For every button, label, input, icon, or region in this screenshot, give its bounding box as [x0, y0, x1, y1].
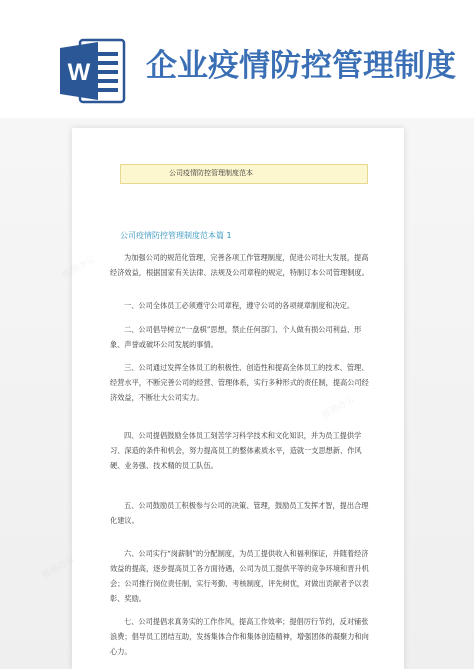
word-document-icon [58, 36, 128, 106]
document-header-text: 公司疫情防控管理制度范本 [169, 169, 253, 177]
document-paragraph: 四、公司提倡鼓励全体员工刻苦学习科学技术和文化知识，并为员工提供学习、深造的条件和机会，努力提高员工的整体素质水平，造就一支思想新、作风硬、业务强、技术精的员工队伍。 [110, 431, 362, 470]
document-paragraph: 七、公司提倡求真务实的工作作风，提高工作效率；提倡厉行节约，反对铺张浪费；倡导员工团结互助，发扬集体合作和集体创造精神，增强团体的凝聚力和向心力。 [110, 617, 369, 656]
document-header-box [120, 164, 368, 184]
document-paragraph: 六、公司实行“岗薪制”的分配制度，为员工提供收入和福利保证，并随着经济效益的提高，逐步提高员工各方面待遇，公司为员工提供平等的竞争环境和晋升机会；公司推行岗位责任制，实行考勤、考核制度，评先树优，对做出贡献者予以表彰、奖励。 [110, 549, 369, 603]
document-paragraph: 二、公司倡导树立“一盘棋”思想，禁止任何部门、个人做有损公司利益、形象、声誉或破坏公司发展的事情。 [110, 325, 362, 349]
document-paragraph: 五、公司鼓励员工积极参与公司的决策、管理，鼓励员工发挥才智，提出合理化建议。 [110, 501, 369, 525]
document-heading: 公司疫情防控管理制度范本篇 1 [120, 231, 232, 240]
title-banner [0, 0, 474, 130]
document-paragraph: 为加强公司的规范化管理，完善各项工作管理制度，促进公司壮大发展，提高经济效益，根据国家有关法律、法规及公司章程的规定，特制订本公司管理制度。 [110, 253, 369, 277]
document-paragraph: 三、公司通过发挥全体员工的积极性、创造性和提高全体员工的技术、管理、经营水平，不断完善公司的经营、管理体系，实行多种形式的责任制，提高公司经济效益，不断壮大公司实力。 [110, 363, 369, 402]
document-paragraph: 一、公司全体员工必须遵守公司章程，遵守公司的各项规章制度和决定。 [124, 301, 355, 310]
banner-title: 企业疫情防控管理制度 [146, 48, 456, 84]
svg-text:W: W [67, 59, 91, 86]
